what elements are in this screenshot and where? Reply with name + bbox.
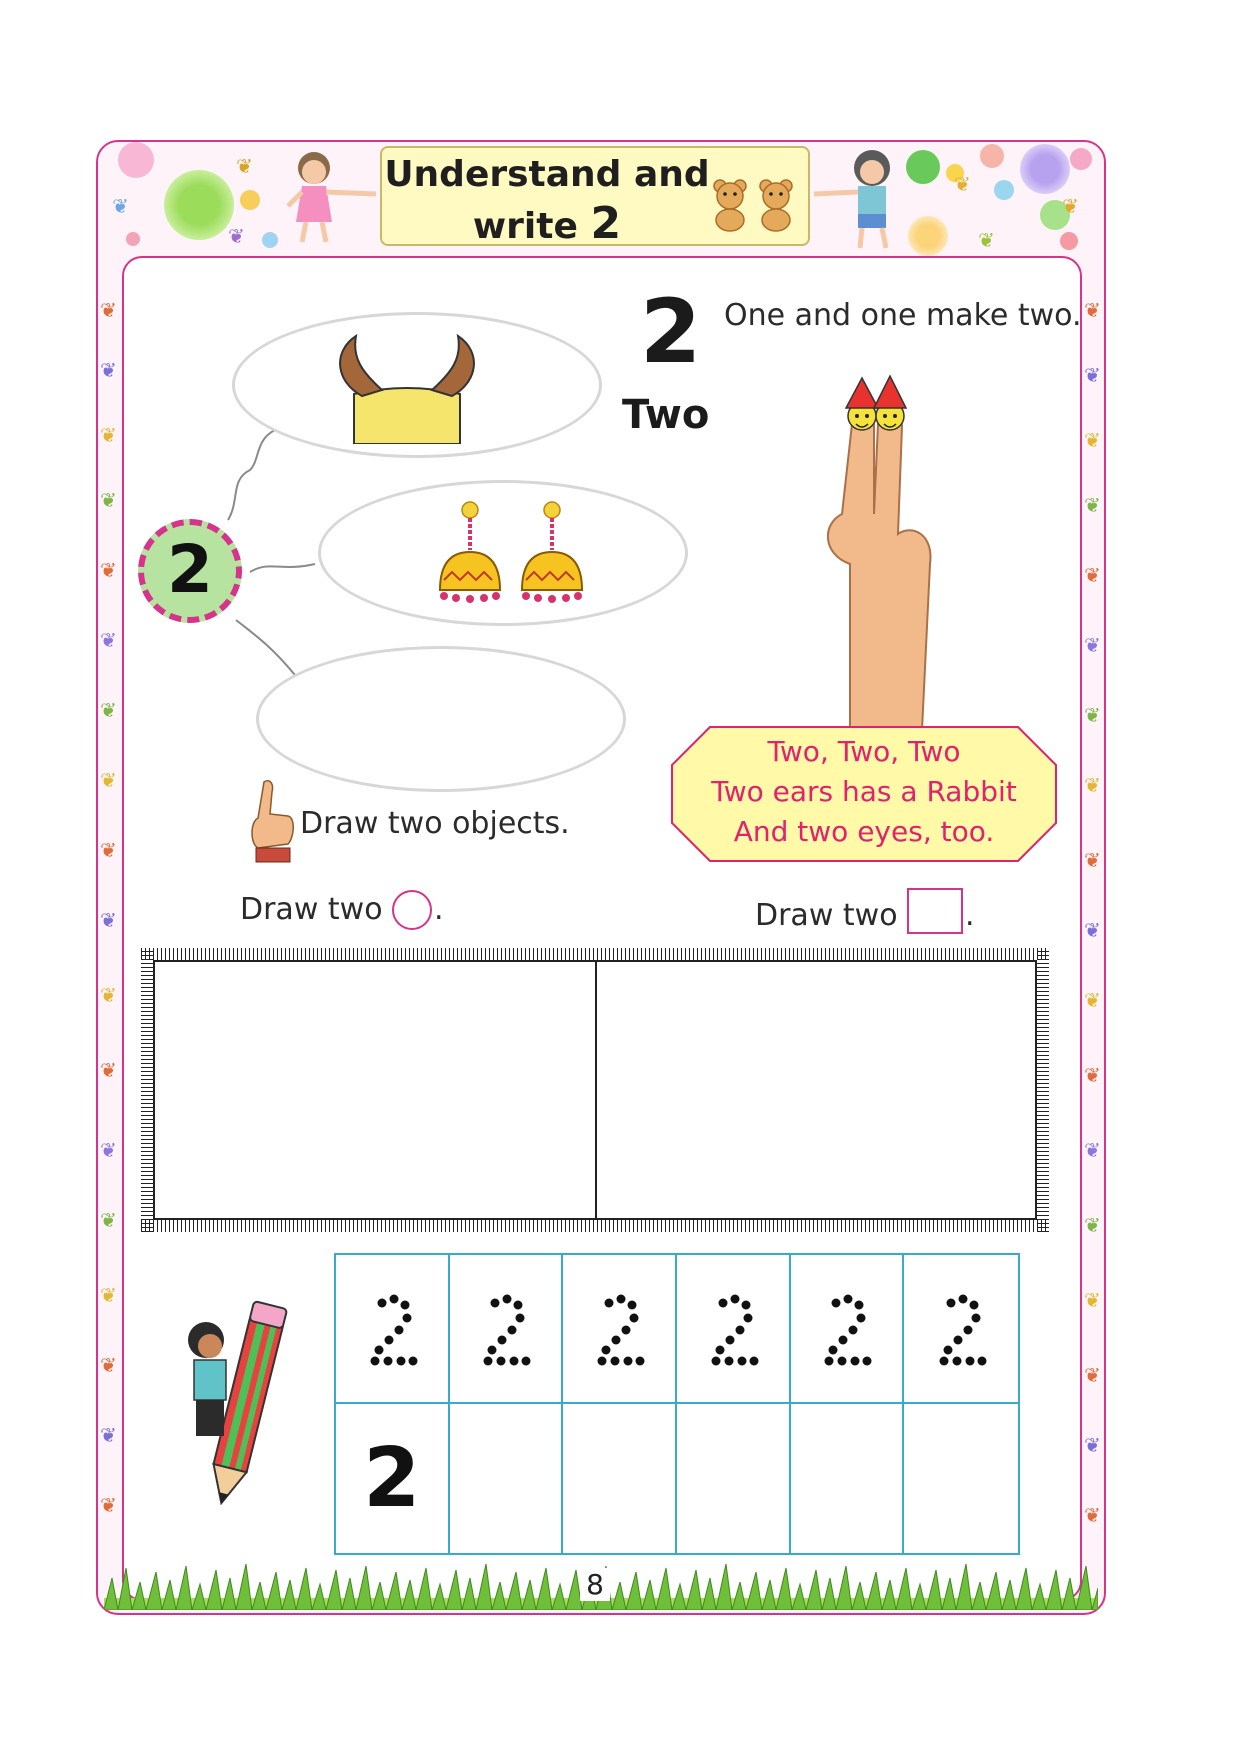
decor-dot bbox=[1060, 232, 1078, 250]
butterfly-icon: ❦ bbox=[1084, 298, 1101, 322]
write-cell[interactable] bbox=[677, 1404, 791, 1553]
butterfly-icon: ❦ bbox=[100, 1058, 117, 1082]
square-shape-icon bbox=[907, 888, 963, 934]
horns-icon bbox=[332, 332, 482, 444]
page-title-line-2 bbox=[382, 198, 712, 249]
butterfly-icon: ❦ bbox=[1084, 1213, 1101, 1237]
rhyme-line-1: Two, Two, Two bbox=[767, 735, 961, 768]
butterfly-icon: ❦ bbox=[1062, 194, 1079, 218]
drawing-area bbox=[153, 960, 1037, 1220]
butterfly-icon: ❦ bbox=[100, 983, 117, 1007]
two-fingers-icon bbox=[812, 364, 962, 730]
rhyme-line-2: Two ears has a Rabbit bbox=[711, 775, 1017, 808]
butterfly-icon: ❦ bbox=[1084, 918, 1101, 942]
butterfly-icon: ❦ bbox=[100, 1493, 117, 1517]
earrings-icon bbox=[430, 500, 590, 610]
tracing-grid bbox=[334, 1253, 1020, 1555]
instruction-draw-squares: Draw two bbox=[755, 898, 898, 933]
hatch-border-bottom bbox=[141, 1220, 1049, 1232]
numeral-caption: One and one make two. bbox=[724, 298, 1082, 333]
butterfly-icon: ❦ bbox=[1084, 563, 1101, 587]
write-cell[interactable] bbox=[563, 1404, 677, 1553]
solid-digit: 2 bbox=[363, 1431, 421, 1526]
trace-cell[interactable] bbox=[791, 1255, 905, 1404]
butterfly-icon: ❦ bbox=[1084, 1138, 1101, 1162]
rhyme-box bbox=[670, 725, 1058, 863]
pointing-hand-icon bbox=[248, 778, 296, 866]
butterfly-icon: ❦ bbox=[978, 228, 995, 252]
girl-holding-banner-left bbox=[284, 146, 380, 246]
butterfly-icon: ❦ bbox=[100, 298, 117, 322]
teddy-bear-icon bbox=[706, 176, 802, 232]
circle-shape-icon bbox=[392, 890, 432, 930]
page-title-number: 2 bbox=[590, 198, 622, 249]
decor-dot bbox=[994, 180, 1014, 200]
dotted-digit-icon bbox=[816, 1289, 876, 1369]
trace-cell[interactable] bbox=[450, 1255, 564, 1404]
page-title-word: write bbox=[472, 206, 578, 247]
butterfly-icon: ❦ bbox=[100, 488, 117, 512]
butterfly-icon: ❦ bbox=[100, 628, 117, 652]
dotted-digit-icon bbox=[931, 1289, 991, 1369]
bubble-empty-draw[interactable] bbox=[256, 646, 626, 792]
butterfly-icon: ❦ bbox=[100, 838, 117, 862]
hatch-border-top bbox=[141, 948, 1049, 960]
decor-dot bbox=[908, 216, 948, 256]
draw-circles-box[interactable] bbox=[155, 962, 597, 1218]
butterfly-icon: ❦ bbox=[100, 1423, 117, 1447]
instruction-draw-circles: Draw two bbox=[240, 892, 383, 927]
number-badge: 2 bbox=[138, 519, 242, 623]
butterfly-icon: ❦ bbox=[1084, 773, 1101, 797]
decor-dot bbox=[1070, 148, 1092, 170]
period: . bbox=[965, 898, 975, 933]
butterfly-icon: ❦ bbox=[100, 423, 117, 447]
decor-dot bbox=[118, 142, 154, 178]
draw-squares-box[interactable] bbox=[597, 962, 1035, 1218]
butterfly-icon: ❦ bbox=[100, 1208, 117, 1232]
trace-cell[interactable] bbox=[904, 1255, 1018, 1404]
dotted-digit-icon bbox=[362, 1289, 422, 1369]
butterfly-icon: ❦ bbox=[1084, 633, 1101, 657]
decor-dot bbox=[126, 232, 140, 246]
write-cell[interactable] bbox=[336, 1404, 450, 1553]
decor-dot bbox=[906, 150, 940, 184]
butterfly-icon: ❦ bbox=[1084, 1288, 1101, 1312]
butterfly-icon: ❦ bbox=[100, 1138, 117, 1162]
dotted-digit-icon bbox=[703, 1289, 763, 1369]
decor-dot bbox=[980, 144, 1004, 168]
girl-holding-banner-right bbox=[812, 146, 908, 252]
butterfly-icon: ❦ bbox=[1084, 1433, 1101, 1457]
write-cell[interactable] bbox=[450, 1404, 564, 1553]
rhyme-line-3: And two eyes, too. bbox=[733, 815, 995, 848]
butterfly-icon: ❦ bbox=[100, 558, 117, 582]
butterfly-icon: ❦ bbox=[236, 154, 253, 178]
page-title-line-1: Understand and bbox=[384, 154, 710, 195]
numeral-word: Two bbox=[622, 392, 710, 438]
butterfly-icon: ❦ bbox=[112, 194, 129, 218]
decor-dot bbox=[262, 232, 278, 248]
butterfly-icon: ❦ bbox=[100, 358, 117, 382]
trace-cell[interactable] bbox=[677, 1255, 791, 1404]
butterfly-icon: ❦ bbox=[1084, 1503, 1101, 1527]
butterfly-icon: ❦ bbox=[1084, 848, 1101, 872]
butterfly-icon: ❦ bbox=[1084, 363, 1101, 387]
page-number: 8 bbox=[580, 1568, 610, 1601]
dotted-digit-icon bbox=[475, 1289, 535, 1369]
butterfly-icon: ❦ bbox=[100, 698, 117, 722]
hatch-border-left bbox=[141, 948, 153, 1232]
write-cell[interactable] bbox=[904, 1404, 1018, 1553]
butterfly-icon: ❦ bbox=[1084, 493, 1101, 517]
numeral-digit: 2 bbox=[640, 280, 702, 383]
butterfly-icon: ❦ bbox=[1084, 1363, 1101, 1387]
decor-dot bbox=[1020, 144, 1070, 194]
butterfly-icon: ❦ bbox=[100, 1353, 117, 1377]
butterfly-icon: ❦ bbox=[1084, 703, 1101, 727]
pencil-kid-icon bbox=[176, 1300, 296, 1512]
decor-dot bbox=[240, 190, 260, 210]
write-cell[interactable] bbox=[791, 1404, 905, 1553]
butterfly-icon: ❦ bbox=[100, 768, 117, 792]
instruction-draw-objects: Draw two objects. bbox=[300, 806, 570, 841]
dotted-digit-icon bbox=[589, 1289, 649, 1369]
hatch-border-right bbox=[1037, 948, 1049, 1232]
trace-cell[interactable] bbox=[563, 1255, 677, 1404]
title-banner bbox=[380, 146, 810, 249]
period: . bbox=[434, 892, 444, 927]
butterfly-icon: ❦ bbox=[1084, 988, 1101, 1012]
butterfly-icon: ❦ bbox=[1084, 428, 1101, 452]
butterfly-icon: ❦ bbox=[100, 908, 117, 932]
butterfly-icon: ❦ bbox=[1084, 1063, 1101, 1087]
trace-cell[interactable] bbox=[336, 1255, 450, 1404]
decor-dot bbox=[164, 170, 234, 240]
butterfly-icon: ❦ bbox=[228, 224, 245, 248]
butterfly-icon: ❦ bbox=[954, 172, 971, 196]
butterfly-icon: ❦ bbox=[100, 1283, 117, 1307]
